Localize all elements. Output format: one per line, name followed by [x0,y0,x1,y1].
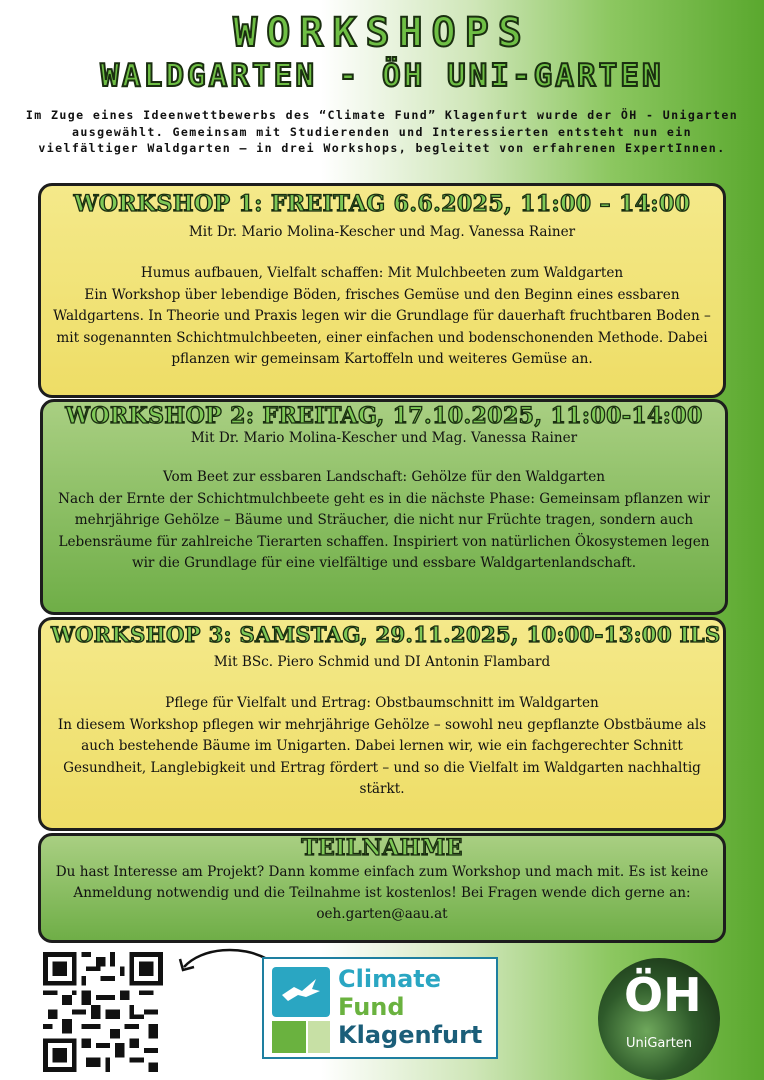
workshop-3-description: In diesem Workshop pflegen wir mehrjährige Gehölze – sowohl neu gepflanzte Obstbäume als auch bestehende Bäume im Unigarten. Dabei lernen wir, wie ein fachgerechter Schnitt Gesundheit, Langlebigkeit und Ertrag fördert – und so die Vielfalt im Waldgarten nachhaltig stärkt. [57,716,707,797]
workshop-3-heading: WORKSHOP 3: SAMSTAG, 29.11.2025, 10:00-13:00 ILS [51,622,721,647]
workshop-1-topic: Humus aufbauen, Vielfalt schaffen: Mit Mulchbeeten zum Waldgarten [140,265,624,281]
climate-fund-bird-icon [272,967,330,1017]
curved-arrow-icon [172,945,272,985]
unigarten-label: UniGarten [625,1036,693,1051]
page-title: WORKSHOPS [233,10,531,56]
climate-fund-logo [262,957,498,1059]
workshop-2-description: Nach der Ernte der Schichtmulchbeete geht es in die nächste Phase: Gemeinsam pflanzen wir mehrjährige Gehölze – Bäume und Sträucher, die nicht nur Früchte tragen, sondern auch Lebensräume für zahlreiche Tierarten schaffen. Inspiriert von natürlichen Ökosystemen legen wir die Grundlage für eine vielfältige und essbare Waldgartenlandschaft. [58,490,710,571]
workshop-1-heading: WORKSHOP 1: FREITAG 6.6.2025, 11:00 – 14:00 [73,191,691,217]
climate-fund-word-2: Fund [338,993,405,1021]
oh-letters: ÖH [624,968,702,1022]
workshop-3-people: Mit BSc. Piero Schmid und DI Antonin Flambard [213,653,551,670]
climate-fund-word-1: Climate [338,965,442,993]
climate-fund-word-3: Klagenfurt [338,1021,483,1049]
qr-code-icon[interactable] [40,952,166,1072]
intro-text: Im Zuge eines Ideenwettbewerbs des “Climate Fund” Klagenfurt wurde der ÖH - Unigarten ausgewählt. Gemeinsam mit Studierenden und Interessierten entsteht nun ein vielfältiger Waldgarten – in drei Workshops, begleitet von erfahrenen ExpertInnen. [25,108,739,155]
workshop-2-people: Mit Dr. Mario Molina-Kescher und Mag. Vanessa Rainer [190,429,578,446]
participation-heading: TEILNAHME [301,835,463,861]
workshop-1-box [38,183,726,398]
oh-unigarten-logo [598,958,720,1080]
participation-box [38,833,726,943]
page-subtitle: WALDGARTEN - ÖH UNI-GARTEN [100,58,664,94]
participation-text: Du hast Interesse am Projekt? Dann komme einfach zum Workshop und mach mit. Es ist keine Anmeldung notwendig und die Teilnahme ist kostenlos! Bei Fragen wende dich gerne an: oeh.garten@aau.at [55,863,709,922]
workshop-3-box [38,617,726,831]
workshop-2-topic: Vom Beet zur essbaren Landschaft: Gehölze für den Waldgarten [162,469,606,485]
workshop-2-box [40,399,728,615]
workshop-1-people: Mit Dr. Mario Molina-Kescher und Mag. Vanessa Rainer [188,223,576,240]
workshop-1-description: Ein Workshop über lebendige Böden, frisches Gemüse und den Beginn eines essbaren Waldgartens. In Theorie und Praxis legen wir die Grundlage für dauerhaft fruchtbaren Boden – mit sogenannten Schichtmulchbeeten, einer einfachen und bodenschonenden Methode. Dabei pflanzen wir gemeinsam Kartoffeln und weiteres Gemüse an. [53,286,711,367]
workshop-3-topic: Pflege für Vielfalt und Ertrag: Obstbaumschnitt im Waldgarten [165,695,599,711]
workshop-2-heading: WORKSHOP 2: FREITAG, 17.10.2025, 11:00-14:00 [65,403,703,429]
